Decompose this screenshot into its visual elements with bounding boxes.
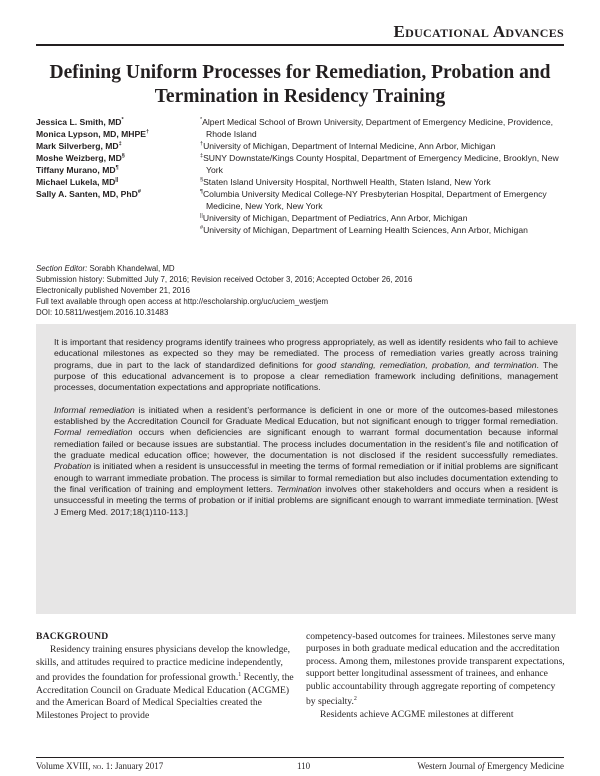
- author: Moshe Weizberg, MD§: [36, 153, 125, 163]
- affiliation: ||University of Michigan, Department of Pediatrics, Ann Arbor, Michigan: [200, 213, 468, 223]
- author: Tiffany Murano, MD¶: [36, 165, 119, 175]
- article-history: [36, 263, 576, 318]
- affiliation: §Staten Island University Hospital, Northwell Health, Staten Island, New York: [200, 177, 491, 187]
- footer-rule: [36, 757, 564, 758]
- affiliation: *Alpert Medical School of Brown University, Department of Emergency Medicine, Providence, Rhode Island: [200, 117, 554, 139]
- section-header: [36, 18, 564, 46]
- author: Mark Silverberg, MD‡: [36, 141, 122, 151]
- article-title: [36, 61, 564, 109]
- affiliation: ¶Columbia University Medical College-NY Presbyterian Hospital, Department of Emergency Medicine, New York, New York: [200, 189, 547, 211]
- section-header-label: Educational Advances: [393, 22, 564, 41]
- title-line-2: Termination in Residency Training: [154, 86, 446, 107]
- full-text-link[interactable]: Full text available through open access at http://escholarship.org/uc/uciem_westjem: [36, 297, 329, 306]
- body-paragraph: Residents achieve ACGME milestones at different: [320, 708, 514, 720]
- body-column-right: [306, 631, 567, 721]
- affiliation: ‡SUNY Downstate/Kings County Hospital, Department of Emergency Medicine, Brooklyn, New York: [200, 153, 559, 175]
- published-date: Electronically published November 21, 2016: [36, 286, 190, 295]
- section-heading-background: BACKGROUND: [36, 631, 109, 642]
- footer-volume: Volume XVIII, no. 1: January 2017: [36, 761, 164, 771]
- footer-journal: Western Journal of Emergency Medicine: [417, 761, 564, 771]
- doi[interactable]: DOI: 10.5811/westjem.2016.10.31483: [36, 308, 169, 317]
- body-column-left: [36, 631, 297, 722]
- body-paragraph: competency-based outcomes for trainees. Milestones serve many purposes in both graduate medical education and the accreditation process. Among them, milestones provide transparent expectations, support better longitudinal assessment of trainees, and enhance public accountability through aggregate reporting of competency by specialty.$^2$: [306, 631, 565, 708]
- abstract-paragraph-2: Informal remediation is initiated when a resident’s performance is deficient in one or more of the outcomes-based milestones established by the Accreditation Council for Graduate Medical Education, but not significant enough to trigger formal remediation. Formal remediation occurs when deficiencies are significant enough to warrant formal documentation because informal remediation failed or because issues are substantial. The process includes documentation in the resident’s file and notification of the graduate medical education office; however, the documentation is not disclosed if the resident successfully remediates. Probation is initiated when a resident is unsuccessful in meeting the terms of formal remediation or if initial problems are significant enough to warrant immediate probation. The process is similar to formal remediation but also includes documentation extending to the final verification of training and employment letters. Termination involves other stakeholders and occurs when a resident is unsuccessful in meeting the terms of probation or if initial problems are significant enough to warrant immediate termination. [West J Emerg Med. 2017;18(1)110-113.]: [54, 404, 558, 517]
- page-number: 110: [297, 761, 311, 771]
- author: Jessica L. Smith, MD*: [36, 117, 124, 127]
- affiliation: †University of Michigan, Department of Internal Medicine, Ann Arbor, Michigan: [200, 141, 496, 151]
- body-paragraph: Residency training ensures physicians develop the knowledge, skills, and attitudes required to practice medicine independently, and provides the foundation for professional growth.$^1$ Recently, the Accreditation Council on Graduate Medical Education (ACGME) and the American Board of Medical Specialties created the Milestones Project to provide: [36, 644, 294, 721]
- author: Sally A. Santen, MD, PhD#: [36, 189, 141, 199]
- submission-history: Submission history: Submitted July 7, 2016; Revision received October 3, 2016; Accepted October 26, 2016: [36, 275, 413, 284]
- abstract-paragraph-1: It is important that residency programs identify trainees who progress appropriately, as well as identify residents who fail to achieve educational milestones as expected so they may be remediated. The process of remediation varies greatly across training programs, due in part to the lack of standardized definitions for good standing, remediation, probation, and termination. The purpose of this educational advancement is to propose a clear remediation framework including definitions, management processes, documentation expectations and appropriate notifications.: [54, 337, 559, 393]
- abstract: [36, 324, 576, 614]
- section-editor: Section Editor: Sorabh Khandelwal, MD: [36, 264, 175, 273]
- title-line-1: Defining Uniform Processes for Remediation, Probation and: [49, 62, 551, 83]
- author: Monica Lypson, MD, MHPE†: [36, 129, 150, 139]
- page-footer: [36, 761, 564, 773]
- affiliation-list: [200, 116, 570, 236]
- affiliation: #University of Michigan, Department of Learning Health Sciences, Ann Arbor, Michigan: [200, 225, 528, 235]
- author: Michael Lukela, MD||: [36, 177, 119, 187]
- author-list: [36, 116, 201, 200]
